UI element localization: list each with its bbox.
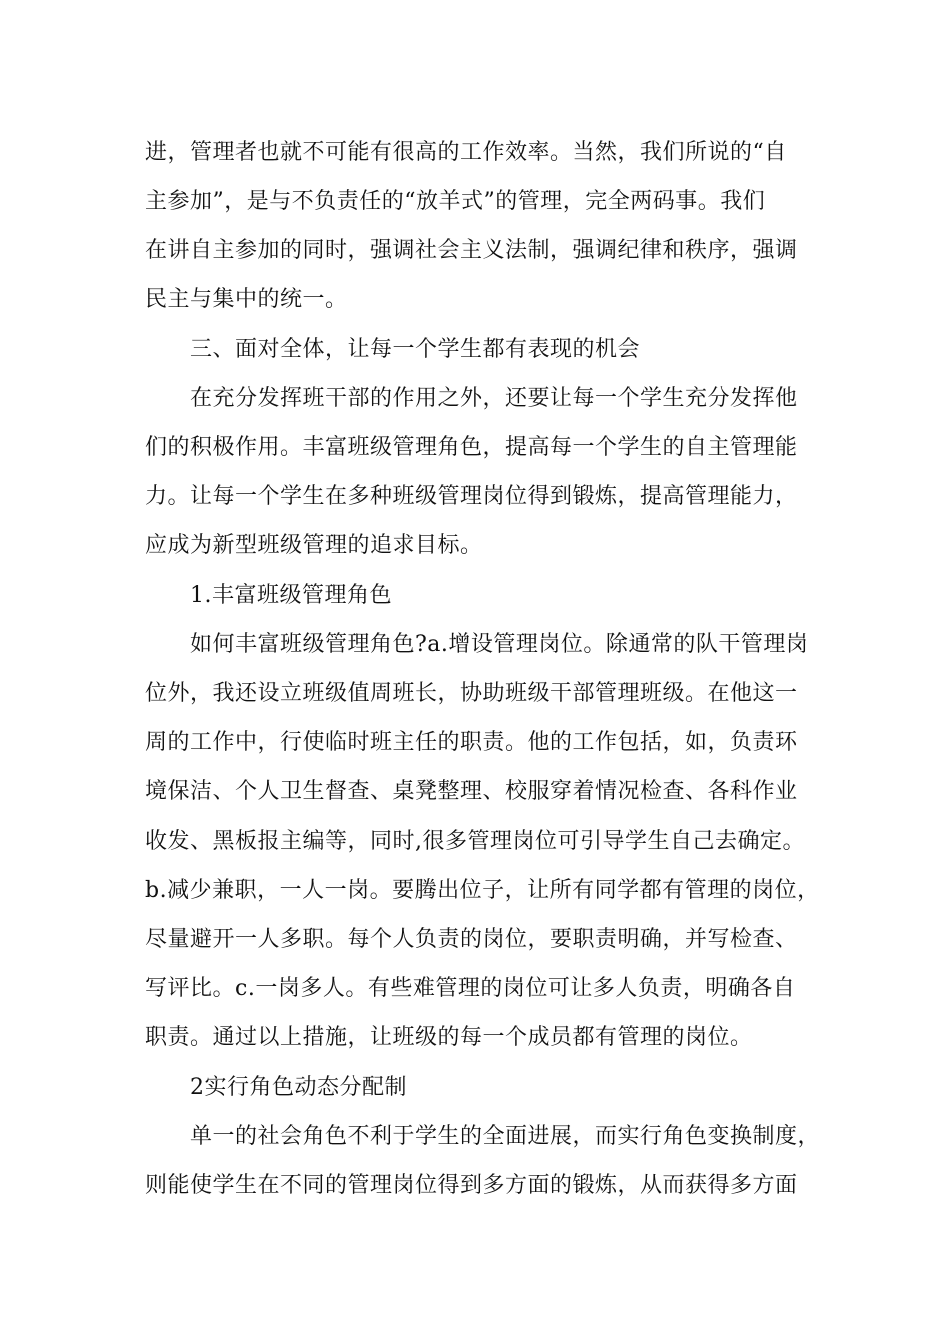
text-line: b.减少兼职，一人一岗。要腾出位子，让所有同学都有管理的岗位， — [145, 878, 820, 903]
text-line: 主参加”，是与不负责任的“放羊式”的管理，完全两码事。我们 — [145, 189, 766, 214]
text-line: 应成为新型班级管理的追求目标。 — [145, 533, 483, 558]
text-line: 如何丰富班级管理角色?a.增设管理岗位。除通常的队干管理岗 — [190, 632, 809, 657]
text-line: 们的积极作用。丰富班级管理角色，提高每一个学生的自主管理能 — [145, 435, 798, 460]
subsection-heading: 2实行角色动态分配制 — [190, 1075, 407, 1100]
text-line: 境保洁、个人卫生督查、桌凳整理、校服穿着情况检查、各科作业 — [145, 779, 798, 804]
text-line: 位外，我还设立班级值周班长，协助班级干部管理班级。在他这一 — [145, 681, 798, 706]
text-line: 收发、黑板报主编等，同时,很多管理岗位可引导学生自己去确定。 — [145, 829, 805, 854]
text-line: 则能使学生在不同的管理岗位得到多方面的锻炼，从而获得多方面 — [145, 1173, 798, 1198]
text-line: 写评比。c.一岗多人。有些难管理的岗位可让多人负责，明确各自 — [145, 976, 796, 1001]
text-line: 力。让每一个学生在多种班级管理岗位得到锻炼，提高管理能力， — [145, 484, 798, 509]
text-line: 尽量避开一人多职。每个人负责的岗位，要职责明确，并写检查、 — [145, 927, 798, 952]
text-line: 民主与集中的统一。 — [145, 287, 348, 312]
subsection-heading: 1.丰富班级管理角色 — [190, 583, 392, 608]
text-line: 单一的社会角色不利于学生的全面进展，而实行角色变换制度， — [190, 1124, 821, 1149]
text-line: 在讲自主参加的同时，强调社会主义法制，强调纪律和秩序，强调 — [145, 238, 798, 263]
text-line: 周的工作中，行使临时班主任的职责。他的工作包括，如，负责环 — [145, 730, 798, 755]
text-line: 进，管理者也就不可能有很高的工作效率。当然，我们所说的“自 — [145, 140, 787, 165]
text-line: 职责。通过以上措施，让班级的每一个成员都有管理的岗位。 — [145, 1025, 753, 1050]
text-line: 在充分发挥班干部的作用之外，还要让每一个学生充分发挥他 — [190, 386, 798, 411]
section-heading: 三、面对全体，让每一个学生都有表现的机会 — [190, 337, 641, 362]
